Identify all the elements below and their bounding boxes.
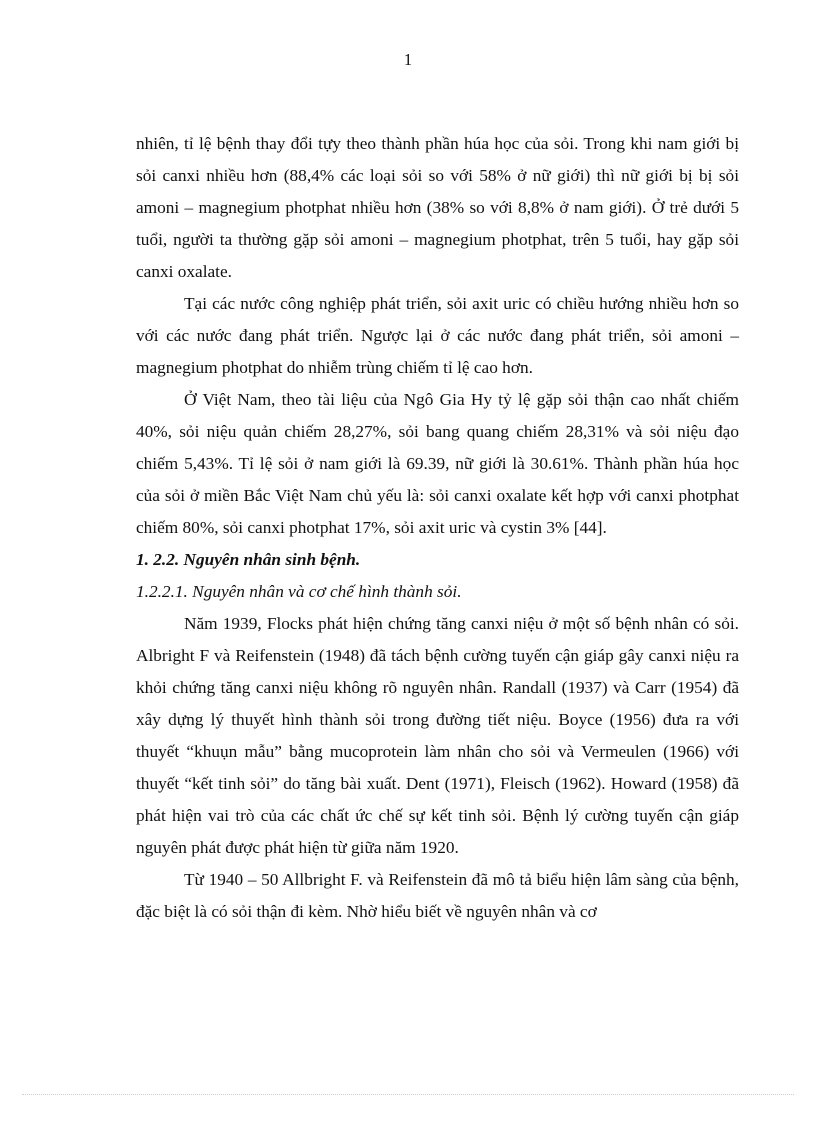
document-body bbox=[136, 128, 739, 928]
paragraph-1: nhiên, tỉ lệ bệnh thay đổi tựy theo thành phần húa học của sỏi. Trong khi nam giới bị sỏi canxi nhiều hơn (88,4% các loại sỏi so với 58% ở nữ giới) thì nữ giới bị bị sỏi amoni – magnegium photphat nhiều hơn (38% so với 8,8% ở nam giới). Ở trẻ dưới 5 tuổi, người ta thường gặp sỏi amoni – magnegium photphat, trên 5 tuổi, hay gặp sỏi canxi oxalate. bbox=[136, 134, 739, 281]
paragraph-4: Năm 1939, Flocks phát hiện chứng tăng canxi niệu ở một số bệnh nhân có sỏi. Albright F và Reifenstein (1948) đã tách bệnh cường tuyến cận giáp gây canxi niệu ra khỏi chứng tăng canxi niệu không rõ nguyên nhân. Randall (1937) và Carr (1954) đã xây dựng lý thuyết hình thành sỏi trong đường tiết niệu. Boyce (1956) đưa ra với thuyết “khuụn mẫu” bằng mucoprotein làm nhân cho sỏi và Vermeulen (1966) với thuyết “kết tinh sỏi” do tăng bài xuất. Dent (1971), Fleisch (1962). Howard (1958) đã phát hiện vai trò của các chất ức chế sự kết tinh sỏi. Bệnh lý cường tuyến cận giáp nguyên phát được phát hiện từ giữa năm 1920. bbox=[136, 614, 739, 857]
section-heading: 1. 2.2. Nguyên nhân sinh bệnh. bbox=[136, 550, 361, 569]
paragraph-5: Từ 1940 – 50 Allbright F. và Reifenstein đã mô tả biểu hiện lâm sàng của bệnh, đặc biệt là có sỏi thận đi kèm. Nhờ hiểu biết về nguyên nhân và cơ bbox=[136, 870, 739, 921]
paragraph-2: Tại các nước công nghiệp phát triển, sỏi axit uric có chiều hướng nhiều hơn so với các nước đang phát triển. Ngược lại ở các nước đang phát triển, sỏi amoni – magnegium photphat do nhiễm trùng chiếm tỉ lệ cao hơn. bbox=[136, 294, 739, 377]
paragraph-3: Ở Việt Nam, theo tài liệu của Ngô Gia Hy tỷ lệ gặp sỏi thận cao nhất chiếm 40%, sỏi niệu quản chiếm 28,27%, sỏi bang quang chiếm 28,31% và sỏi niệu đạo chiếm 5,43%. Tỉ lệ sỏi ở nam giới là 69.39, nữ giới là 30.61%. Thành phần húa học của sỏi ở miền Bắc Việt Nam chủ yếu là: sỏi canxi oxalate kết hợp với canxi photphat chiếm 80%, sỏi canxi photphat 17%, sỏi axit uric và cystin 3% [44]. bbox=[136, 390, 739, 537]
page-bottom-divider bbox=[22, 1094, 794, 1095]
page-number: 1 bbox=[403, 50, 413, 69]
subsection-heading: 1.2.2.1. Nguyên nhân và cơ chế hình thành sỏi. bbox=[136, 582, 462, 601]
